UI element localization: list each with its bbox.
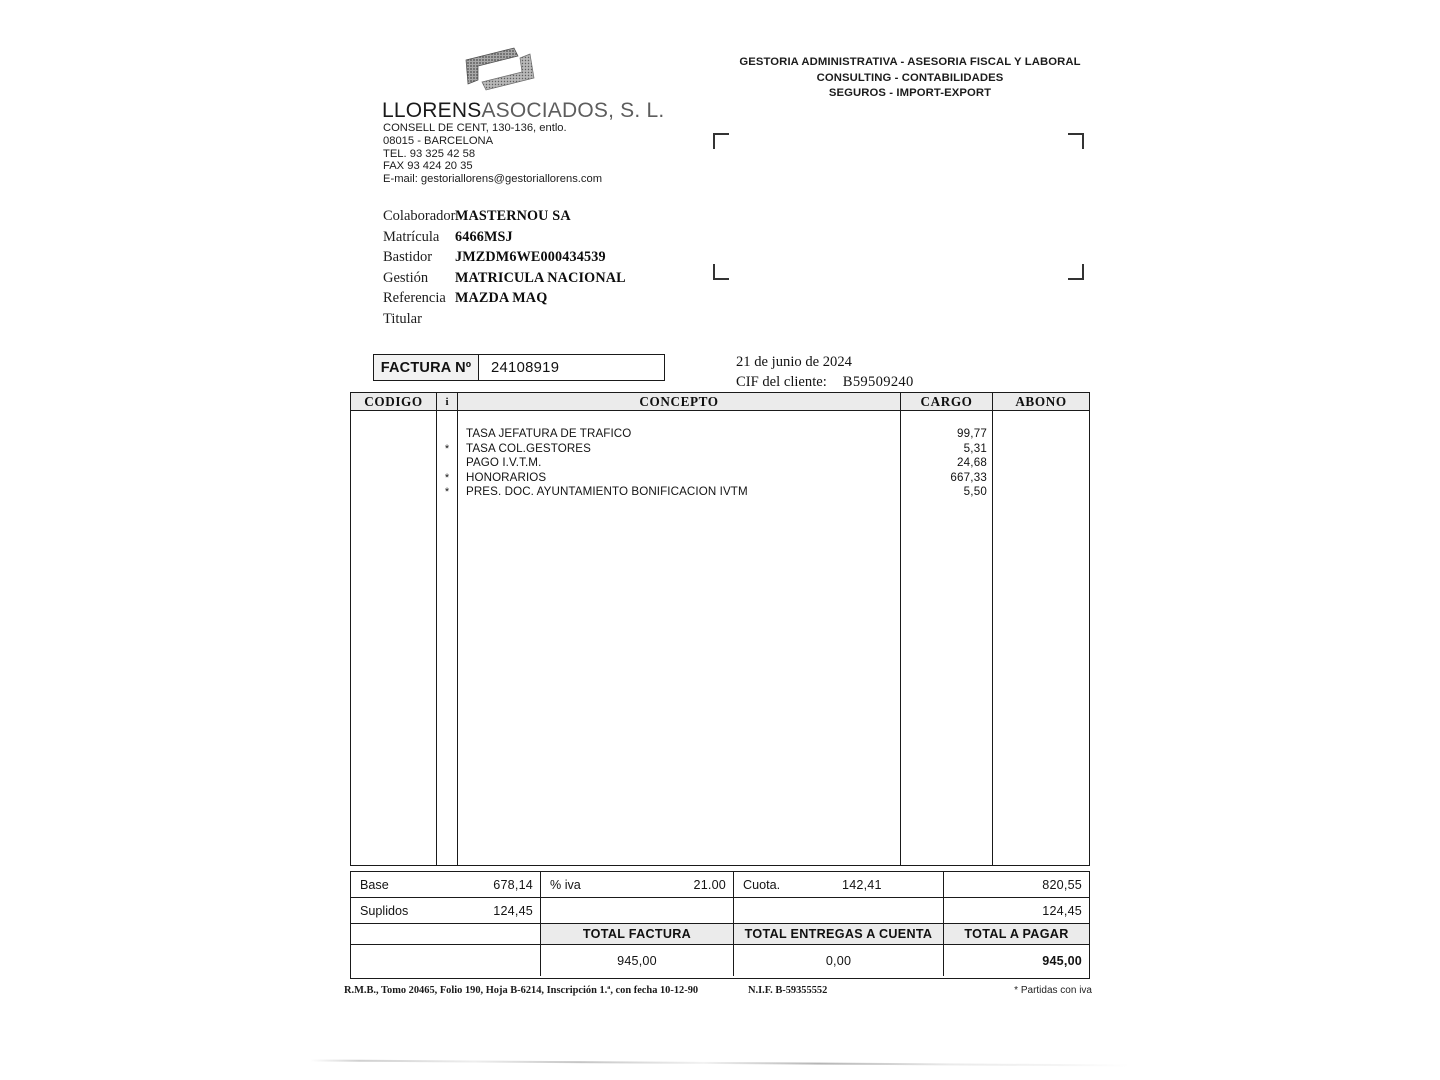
services-header [700, 55, 1120, 102]
iva-mark-column [437, 411, 458, 866]
column-header-concepto: CONCEPTO [458, 393, 901, 410]
detail-label-titular: Titular [383, 310, 422, 327]
totals-row-base [351, 872, 1089, 898]
base-label: Base [360, 877, 389, 892]
address-email: E-mail: gestoriallorens@gestoriallorens.com [383, 173, 603, 186]
crop-mark-top-right [1068, 133, 1084, 149]
address-street: CONSELL DE CENT, 130-136, entlo. [383, 122, 567, 134]
company-nif: N.I.F. B-59355552 [748, 985, 828, 996]
detail-label-gestion: Gestión [383, 269, 429, 286]
detail-value-bastidor: JMZDM6WE000434539 [455, 249, 606, 266]
cuota-cell [734, 872, 944, 897]
address-fax: FAX 93 424 20 35 [383, 160, 473, 173]
suplidos-total-cell [944, 898, 1089, 923]
crop-mark-bottom-left [713, 264, 729, 280]
total-entregas-label: TOTAL ENTREGAS A CUENTA [734, 924, 944, 944]
table-row [993, 442, 1089, 457]
table-row [993, 485, 1089, 500]
table-row: PRES. DOC. AYUNTAMIENTO BONIFICACION IVTM [466, 485, 748, 499]
table-row: * [444, 471, 450, 484]
subtotal-value: 820,55 [1042, 877, 1082, 892]
services-line-2: CONSULTING - CONTABILIDADES [816, 71, 1004, 84]
suplidos-empty-cell-1 [541, 898, 734, 923]
detail-value-colaborador: MASTERNOU SA [455, 208, 571, 224]
table-row: * [444, 442, 450, 455]
detail-value-matricula: 6466MSJ [455, 228, 513, 245]
page-footer [344, 985, 1092, 999]
table-row [437, 427, 457, 442]
table-header-row [351, 393, 1089, 411]
total-factura-label: TOTAL FACTURA [541, 924, 734, 944]
suplidos-cell [351, 898, 541, 923]
table-row [993, 427, 1089, 442]
table-body [351, 411, 1089, 866]
cargo-column [901, 411, 993, 866]
totals-row-values [351, 945, 1089, 976]
band-empty-cell [351, 924, 541, 944]
crop-mark-top-left [713, 133, 729, 149]
suplidos-label: Suplidos [360, 903, 409, 918]
totals-row-suplidos [351, 898, 1089, 924]
company-address [383, 122, 602, 186]
table-row: HONORARIOS [466, 470, 547, 484]
suplidos-value: 124,45 [493, 903, 533, 918]
registry-info: R.M.B., Tomo 20465, Folio 190, Hoja B-6214, Inscripción 1.ª, con fecha 10-12-90 [344, 985, 699, 996]
vehicle-details-block [383, 206, 626, 330]
detail-label-bastidor: Bastidor [383, 249, 433, 266]
total-entregas-value: 0,00 [734, 945, 944, 976]
table-row: 5,31 [963, 441, 987, 455]
cuota-label: Cuota. [743, 877, 781, 892]
table-row: 24,68 [956, 456, 987, 470]
detail-row-colaborador [383, 206, 626, 227]
codigo-column [351, 411, 437, 866]
table-row: PAGO I.V.T.M. [466, 456, 542, 470]
client-cif-label: CIF del cliente: [736, 373, 827, 390]
address-city: 08015 - BARCELONA [383, 134, 494, 147]
detail-label-referencia: Referencia [383, 290, 446, 307]
invoice-date: 21 de junio de 2024 [736, 354, 852, 370]
totals-table [350, 871, 1090, 979]
total-pagar-label: TOTAL A PAGAR [944, 924, 1089, 944]
services-line-3: SEGUROS - IMPORT-EXPORT [828, 87, 992, 99]
total-pagar-cell [944, 945, 1089, 976]
abono-column [993, 411, 1089, 866]
detail-row-bastidor [383, 247, 626, 268]
company-name-part1: LLORENS [382, 99, 482, 122]
iva-legend-note: * Partidas con iva [1014, 985, 1092, 996]
iva-pct-cell [541, 872, 734, 897]
detail-value-gestion: MATRICULA NACIONAL [455, 269, 626, 286]
table-row: 5,50 [963, 485, 987, 499]
invoice-date-cif-block [736, 353, 914, 392]
iva-pct-label: % iva [550, 877, 581, 892]
table-row [993, 456, 1089, 471]
invoice-number-label: FACTURA Nº [374, 355, 479, 380]
cuota-value: 142,41 [842, 877, 882, 892]
company-name [382, 99, 664, 123]
invoice-number-value: 24108919 [491, 359, 560, 376]
client-cif-row [736, 373, 914, 393]
table-row: 667,33 [950, 470, 987, 484]
company-name-part2: ASOCIADOS, S. L. [481, 99, 665, 122]
base-value: 678,14 [493, 877, 533, 892]
final-empty-cell [351, 945, 541, 976]
table-row [993, 471, 1089, 486]
detail-label-matricula: Matrícula [383, 228, 440, 245]
totals-row-band-labels [351, 924, 1089, 945]
detail-row-titular [383, 309, 626, 330]
concepto-column [458, 411, 901, 866]
table-row: 99,77 [956, 427, 987, 440]
column-header-iva-mark: i [437, 393, 458, 410]
subtotal-cell [944, 872, 1089, 897]
llorens-bracket-logo-icon [452, 44, 544, 94]
detail-row-gestion [383, 268, 626, 289]
suplidos-right-value: 124,45 [1042, 903, 1082, 918]
crop-mark-bottom-right [1068, 264, 1084, 280]
total-factura-value: 945,00 [541, 945, 734, 976]
detail-row-referencia [383, 288, 626, 309]
detail-value-referencia: MAZDA MAQ [455, 290, 548, 307]
invoice-number-box [373, 354, 665, 381]
column-header-codigo: CODIGO [351, 393, 437, 410]
total-pagar-value: 945,00 [1042, 953, 1082, 968]
column-header-abono: ABONO [1015, 393, 1067, 409]
line-items-table [350, 392, 1090, 866]
table-row: TASA JEFATURA DE TRAFICO [466, 427, 632, 440]
base-cell [351, 872, 541, 897]
services-line-1: GESTORIA ADMINISTRATIVA - ASESORIA FISCAL Y LABORAL [739, 56, 1081, 68]
iva-pct-value: 21.00 [693, 877, 726, 892]
table-row [437, 456, 457, 471]
suplidos-empty-cell-2 [734, 898, 944, 923]
detail-row-matricula [383, 227, 626, 248]
address-tel: TEL. 93 325 42 58 [383, 147, 476, 160]
scan-artifact-line [310, 1059, 1130, 1066]
table-row: TASA COL.GESTORES [466, 441, 591, 455]
detail-label-colaborador: Colaborador [383, 208, 456, 224]
table-row: * [444, 486, 450, 499]
client-cif-value: B59509240 [842, 373, 914, 390]
column-header-cargo: CARGO [901, 393, 993, 410]
